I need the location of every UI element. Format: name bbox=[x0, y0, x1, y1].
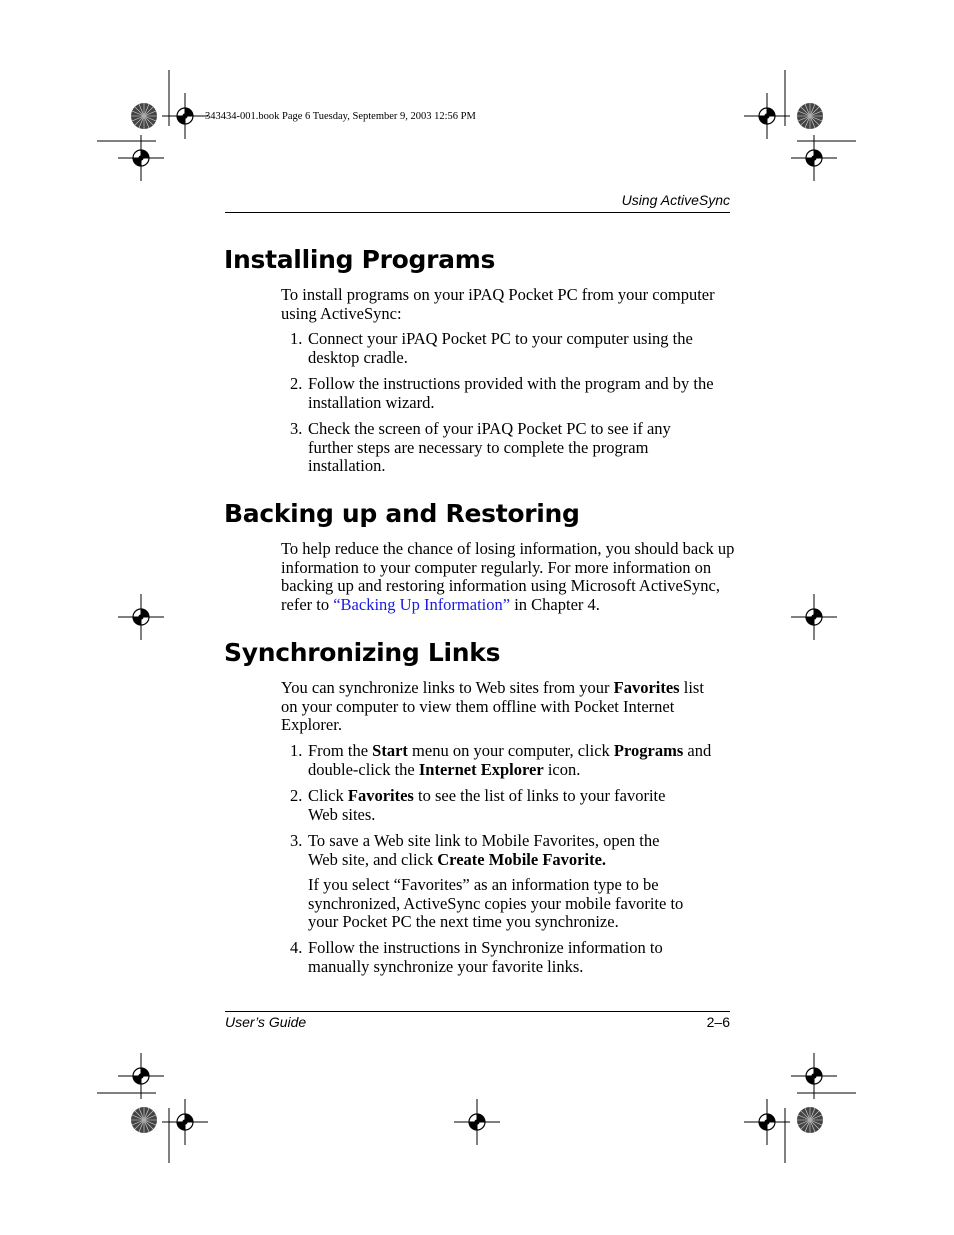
installing-step-3 bbox=[281, 420, 736, 476]
header-rule bbox=[225, 212, 730, 213]
step-text: Follow the instructions in Synchronize information to manually synchronize your favorite links. bbox=[308, 938, 663, 976]
favorites-term: Favorites bbox=[347, 786, 414, 805]
registration-target-left-upper bbox=[118, 135, 164, 181]
sync-intro-text-end: list on your computer to view them offline with Pocket Internet Explorer. bbox=[281, 678, 704, 735]
registration-target-bottom-center bbox=[454, 1099, 500, 1145]
registration-target-left-middle bbox=[118, 594, 164, 640]
backing-text-end: in Chapter 4. bbox=[510, 595, 600, 615]
sync-step-3 bbox=[281, 832, 736, 869]
registration-star-bottom-right bbox=[797, 1107, 823, 1133]
installing-step-1 bbox=[281, 330, 736, 367]
step-text-part: From the bbox=[308, 741, 373, 760]
step-text-part: Click bbox=[308, 786, 348, 805]
crop-lines bbox=[97, 70, 856, 1163]
registration-target-bottom-right bbox=[744, 1099, 790, 1145]
sync-step-3-note: If you select “Favorites” as an information type to be synchronized, ActiveSync copies your mobile favorite to your Pocket PC the next time you synchronize. bbox=[308, 875, 684, 932]
footer-page-number: 2–6 bbox=[706, 1014, 730, 1030]
step-text-part: to see the list of links to your favorite Web sites. bbox=[308, 786, 666, 824]
backing-paragraph bbox=[281, 540, 736, 615]
backing-up-information-link[interactable]: “Backing Up Information” bbox=[333, 595, 511, 615]
programs-term: Programs bbox=[613, 741, 684, 760]
step-text-part: menu on your computer, click bbox=[407, 741, 614, 760]
step-text: Check the screen of your iPAQ Pocket PC to see if any further steps are necessary to complete the program installation. bbox=[308, 419, 671, 476]
sync-intro bbox=[281, 679, 721, 735]
installing-intro: To install programs on your iPAQ Pocket PC from your computer using ActiveSync: bbox=[281, 285, 715, 323]
heading-installing-programs: Installing Programs bbox=[224, 245, 496, 274]
internet-explorer-term: Internet Explorer bbox=[418, 759, 544, 779]
registration-target-right-lower bbox=[791, 1053, 837, 1099]
running-head: Using ActiveSync bbox=[621, 192, 730, 208]
registration-star-top-right bbox=[797, 103, 823, 129]
create-mobile-favorite-term: Create Mobile Favorite. bbox=[437, 849, 607, 869]
step-number: 1. bbox=[290, 329, 303, 348]
sync-step-1 bbox=[281, 742, 736, 779]
step-number: 1. bbox=[290, 741, 303, 760]
sync-step-2 bbox=[281, 787, 736, 824]
registration-target-right-upper bbox=[791, 135, 837, 181]
step-text-part: and double-click the bbox=[308, 741, 712, 779]
step-number: 3. bbox=[290, 419, 303, 438]
step-text bbox=[308, 832, 680, 869]
step-text-part: icon. bbox=[543, 759, 581, 779]
sync-step-4 bbox=[281, 939, 736, 976]
step-number: 2. bbox=[290, 786, 303, 805]
installing-step-2 bbox=[281, 375, 736, 412]
registration-target-left-lower bbox=[118, 1053, 164, 1099]
registration-star-top-left bbox=[131, 103, 157, 129]
heading-backing-up: Backing up and Restoring bbox=[224, 499, 580, 528]
favorites-term: Favorites bbox=[613, 678, 680, 697]
start-term: Start bbox=[372, 741, 408, 760]
step-number: 3. bbox=[290, 831, 303, 850]
step-text bbox=[308, 742, 736, 779]
backing-text: To help reduce the chance of losing information, you should back up information to your computer regularly. For more information on backing up and restoring information using Microsoft ActiveSync, refer to bbox=[281, 539, 735, 615]
sync-intro-text: You can synchronize links to Web sites from your bbox=[281, 678, 614, 697]
step-number: 2. bbox=[290, 374, 303, 393]
heading-synchronizing-links: Synchronizing Links bbox=[224, 638, 501, 667]
step-text-part: To save a Web site link to Mobile Favorites, open the Web site, and click bbox=[308, 831, 660, 869]
print-info-line: 343434-001.book Page 6 Tuesday, September 9, 2003 12:56 PM bbox=[205, 111, 476, 122]
registration-star-bottom-left bbox=[131, 1107, 157, 1133]
footer-guide-title: User’s Guide bbox=[225, 1014, 307, 1030]
footer-rule bbox=[225, 1011, 730, 1012]
step-text: Connect your iPAQ Pocket PC to your computer using the desktop cradle. bbox=[308, 329, 693, 367]
step-text bbox=[308, 787, 683, 824]
step-number: 4. bbox=[290, 938, 303, 957]
registration-target-top-right bbox=[744, 93, 790, 139]
registration-target-right-middle bbox=[791, 594, 837, 640]
step-text: Follow the instructions provided with the program and by the installation wizard. bbox=[308, 374, 714, 412]
